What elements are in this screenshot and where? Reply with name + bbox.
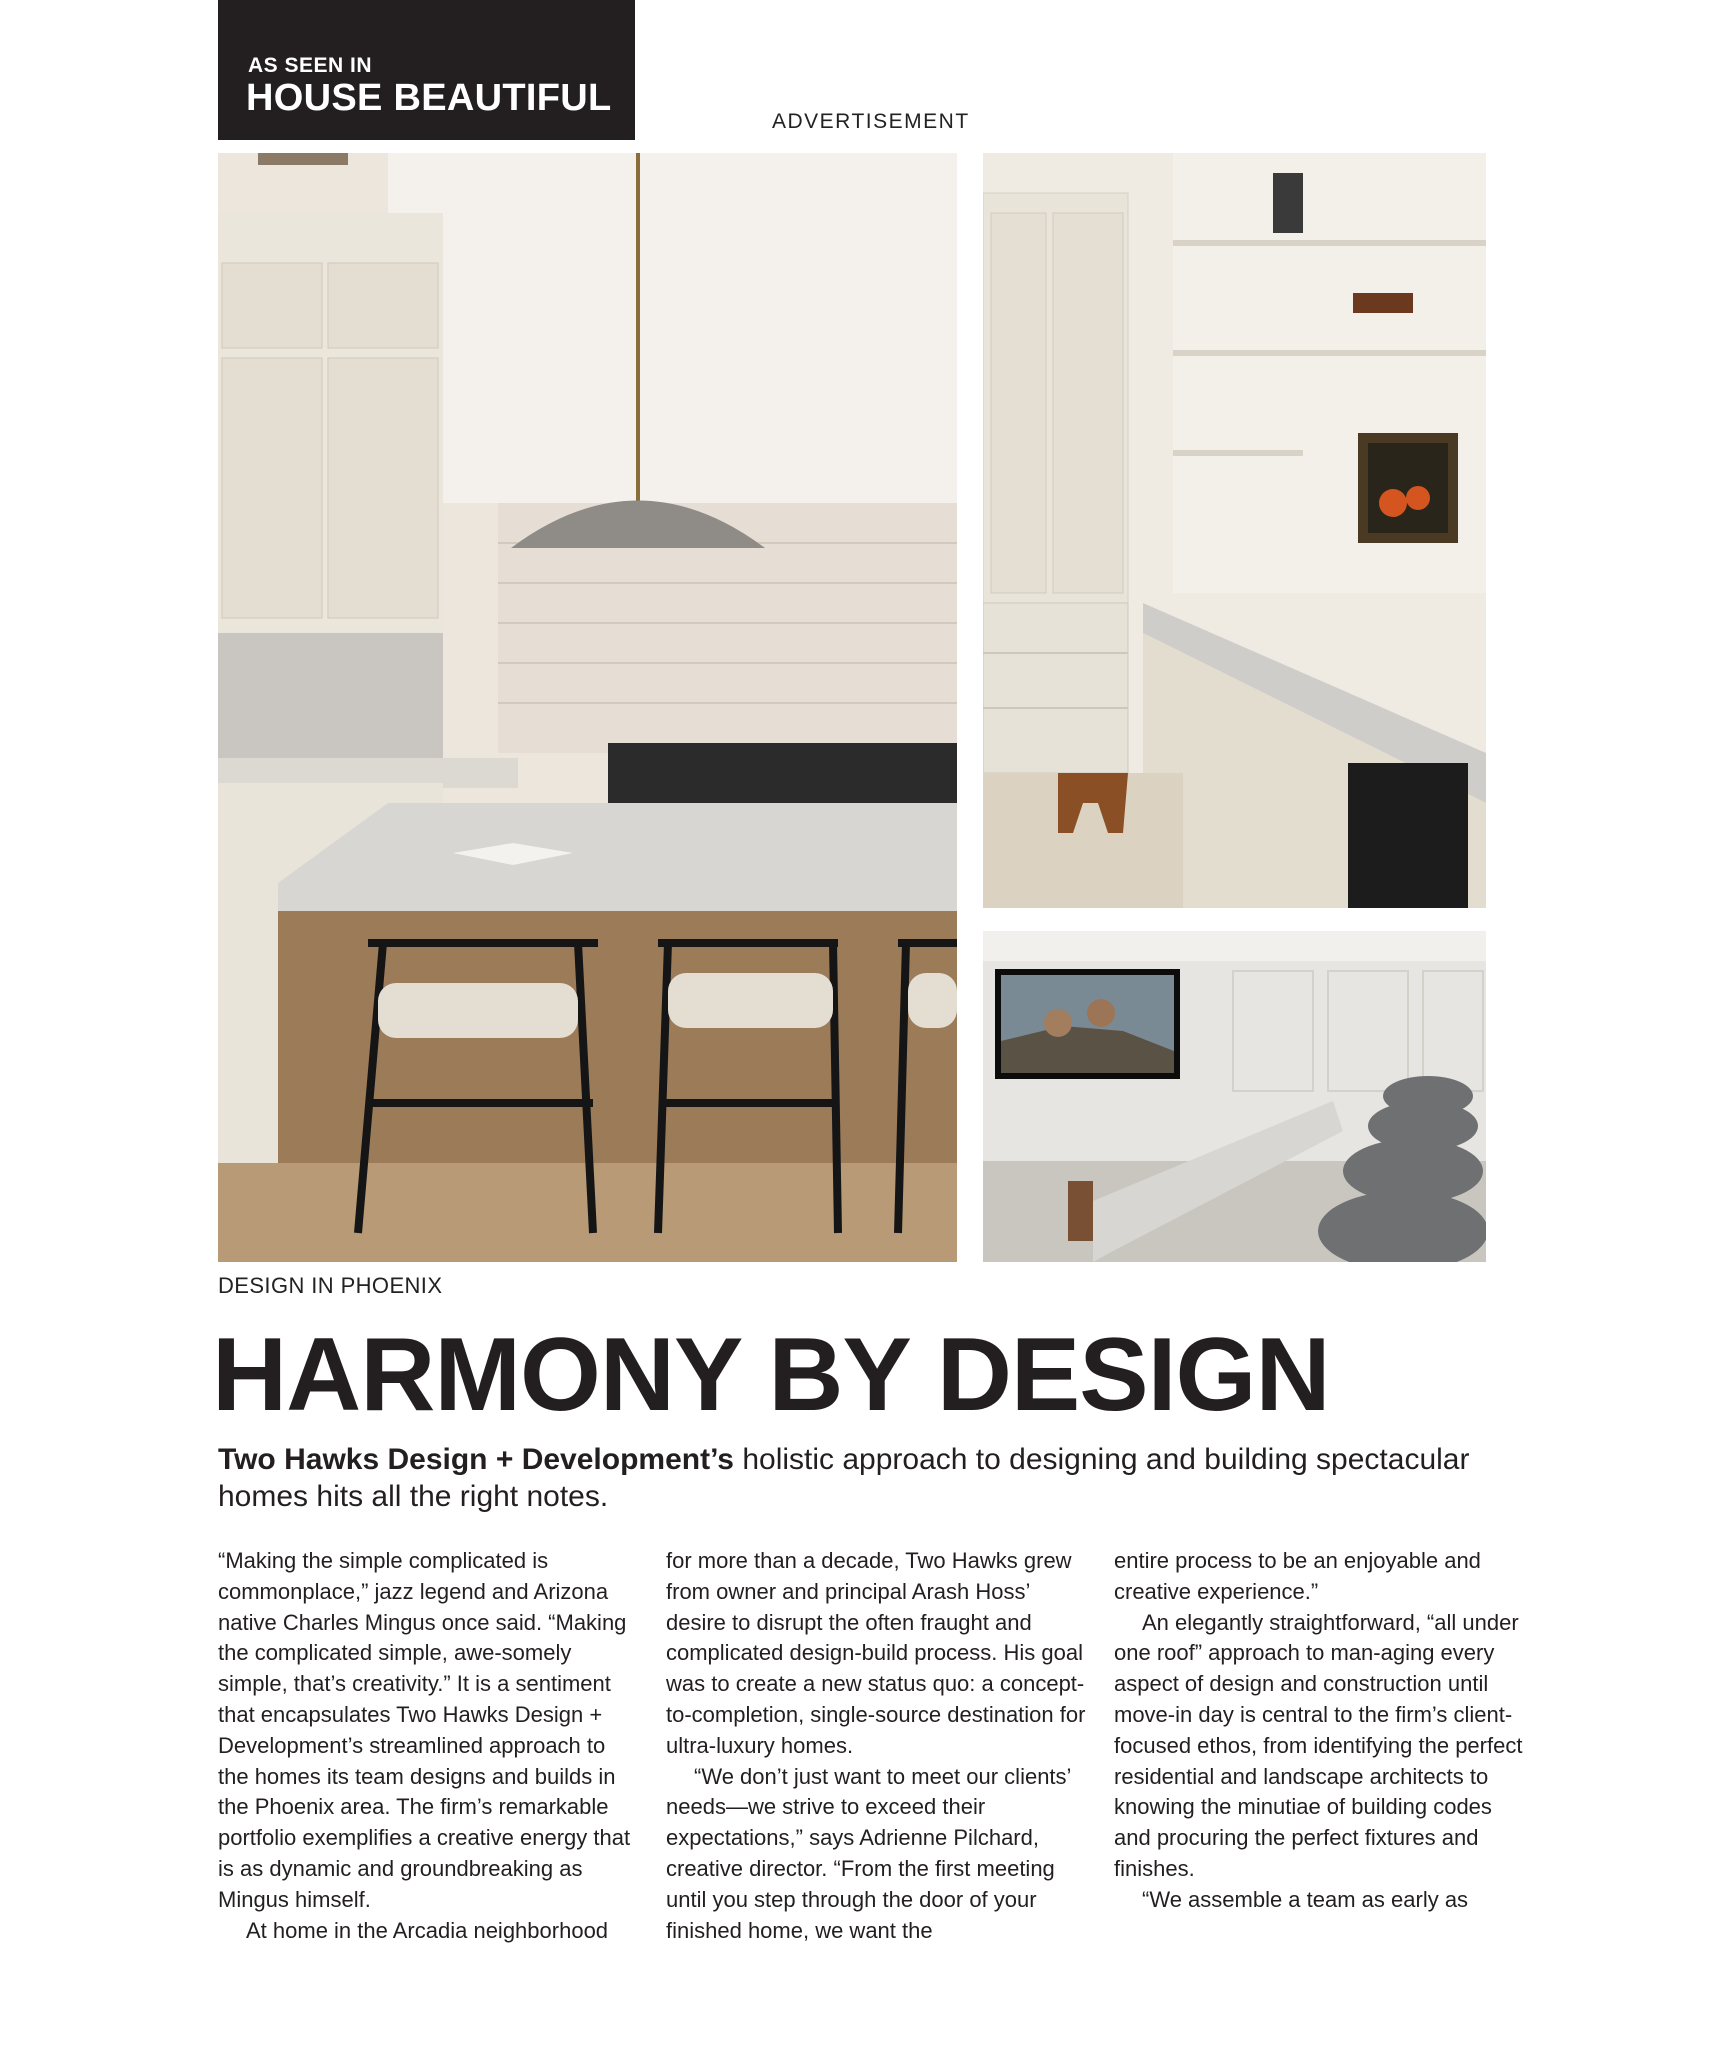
paragraph: At home in the Arcadia neighborhood	[246, 1917, 609, 1943]
badge-title: HOUSE BEAUTIFUL	[246, 77, 612, 119]
body-column-3	[1114, 1546, 1534, 1916]
paragraph: “Making the simple complicated is commonplace,” jazz legend and Arizona native Charles Mingus once said. “Making the complicated simple, awe-somely simple, that’s creativity.” It is a sentiment that encapsulates Two Hawks Design + Development’s streamlined approach to the homes its team designs and builds in the Phoenix area. The firm’s remarkable portfolio exemplifies a creative energy that is as dynamic and groundbreaking as Mingus himself.	[218, 1548, 631, 1912]
paragraph: entire process to be an enjoyable and creative experience.”	[1114, 1548, 1481, 1604]
kitchen-island-photo	[218, 153, 957, 1262]
paragraph: for more than a decade, Two Hawks grew from owner and principal Arash Hoss’ desire to disrupt the often fraught and complicated design-build process. His goal was to create a new status quo: a concept-to-completion, single-source destination for ultra-luxury homes.	[666, 1548, 1086, 1758]
paragraph: “We don’t just want to meet our clients’ needs—we strive to exceed their expectations,” says Adrienne Pilchard, creative director. “From the first meeting until you step through the door of your finished home, we want the	[666, 1763, 1071, 1943]
butler-pantry-photo	[983, 153, 1486, 908]
deck-rest: holistic approach to designing and building spectacular homes hits all the right notes.	[218, 1443, 1470, 1513]
badge-kicker: AS SEEN IN	[248, 54, 373, 77]
paragraph: “We assemble a team as early as	[1142, 1886, 1469, 1912]
masthead-badge	[218, 0, 635, 140]
headline: HARMONY BY DESIGN	[212, 1317, 1330, 1433]
body-column-2	[666, 1546, 1086, 1946]
advertisement-label: ADVERTISEMENT	[772, 110, 970, 133]
home-theater-photo	[983, 931, 1486, 1262]
deck-bold: Two Hawks Design + Development’s	[218, 1443, 734, 1476]
deck	[218, 1441, 1498, 1515]
section-label: DESIGN IN PHOENIX	[218, 1273, 443, 1298]
paragraph: An elegantly straightforward, “all under one roof” approach to man-aging every aspect of design and construction until move-in day is central to the firm’s client-focused ethos, from identifying the perfect residential and landscape architects to knowing the minutiae of building codes and procuring the perfect fixtures and finishes.	[1114, 1609, 1523, 1881]
body-column-1	[218, 1546, 638, 1946]
